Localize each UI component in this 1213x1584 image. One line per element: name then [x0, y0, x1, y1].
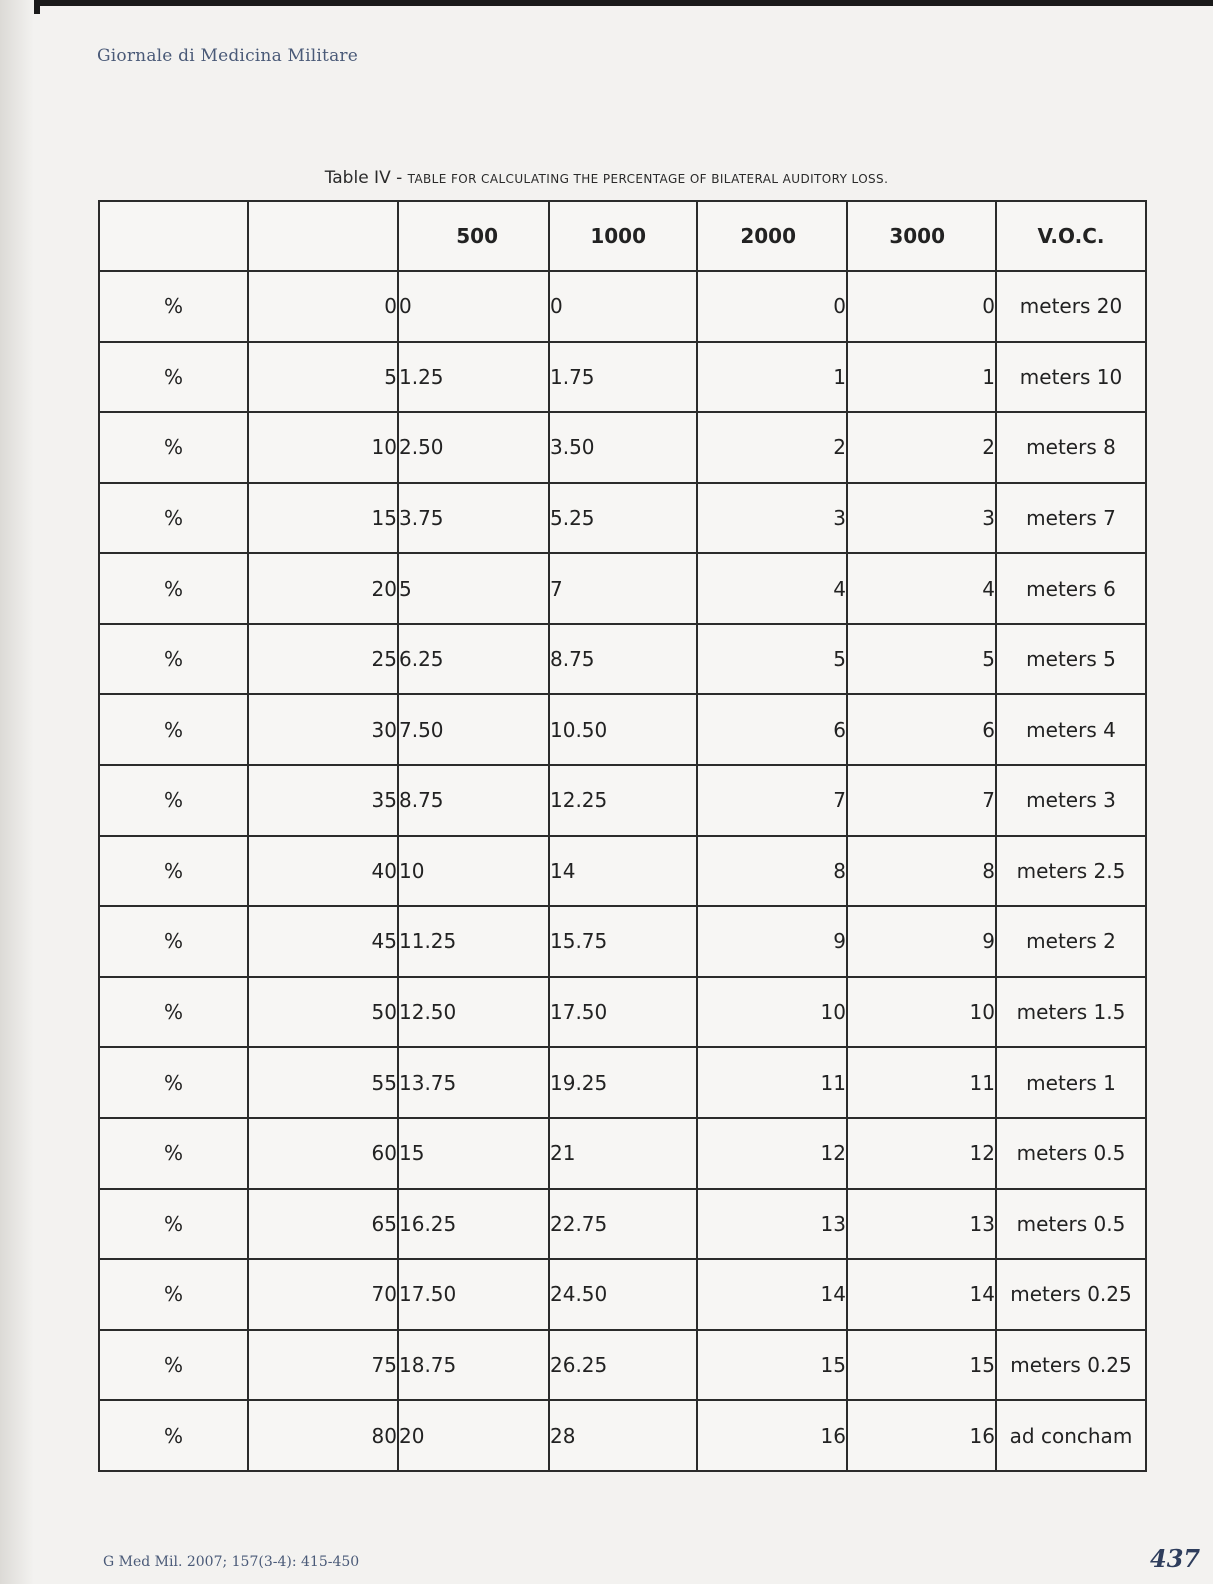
- freq-2000-cell: 7: [697, 765, 847, 836]
- header-cell-blank-2: [248, 201, 398, 271]
- freq-3000-cell: 8: [847, 836, 996, 907]
- freq-500-cell: 0: [398, 271, 549, 342]
- auditory-loss-table: [98, 200, 1147, 1472]
- table-row: [99, 765, 1146, 836]
- freq-3000-cell: 11: [847, 1047, 996, 1118]
- table-row: [99, 483, 1146, 554]
- freq-2000-cell: 11: [697, 1047, 847, 1118]
- freq-2000-cell: 8: [697, 836, 847, 907]
- freq-3000-cell: 7: [847, 765, 996, 836]
- table-row: [99, 1189, 1146, 1260]
- table-row: [99, 977, 1146, 1048]
- freq-500-cell: 16.25: [398, 1189, 549, 1260]
- voc-cell: meters 2.5: [996, 836, 1146, 907]
- loss-percent-cell: 55: [248, 1047, 398, 1118]
- table-row: [99, 836, 1146, 907]
- freq-500-cell: 1.25: [398, 342, 549, 413]
- voc-cell: meters 20: [996, 271, 1146, 342]
- voc-cell: meters 0.5: [996, 1189, 1146, 1260]
- voc-cell: meters 7: [996, 483, 1146, 554]
- percent-sign-cell: %: [99, 483, 248, 554]
- loss-percent-cell: 25: [248, 624, 398, 695]
- freq-1000-cell: 3.50: [549, 412, 697, 483]
- freq-1000-cell: 21: [549, 1118, 697, 1189]
- voc-cell: meters 1: [996, 1047, 1146, 1118]
- percent-sign-cell: %: [99, 1330, 248, 1401]
- table-row: [99, 342, 1146, 413]
- freq-3000-cell: 12: [847, 1118, 996, 1189]
- percent-sign-cell: %: [99, 694, 248, 765]
- freq-1000-cell: 1.75: [549, 342, 697, 413]
- table-row: [99, 624, 1146, 695]
- freq-2000-cell: 0: [697, 271, 847, 342]
- loss-percent-cell: 50: [248, 977, 398, 1048]
- loss-percent-cell: 30: [248, 694, 398, 765]
- voc-cell: meters 0.25: [996, 1259, 1146, 1330]
- loss-percent-cell: 5: [248, 342, 398, 413]
- freq-2000-cell: 2: [697, 412, 847, 483]
- freq-1000-cell: 28: [549, 1400, 697, 1471]
- freq-3000-cell: 5: [847, 624, 996, 695]
- journal-title: Giornale di Medicina Militare: [97, 46, 358, 66]
- header-cell-500: 500: [398, 201, 549, 271]
- freq-500-cell: 18.75: [398, 1330, 549, 1401]
- header-cell-2000: 2000: [697, 201, 847, 271]
- loss-percent-cell: 10: [248, 412, 398, 483]
- voc-cell: meters 10: [996, 342, 1146, 413]
- table-row: [99, 694, 1146, 765]
- loss-percent-cell: 35: [248, 765, 398, 836]
- voc-cell: meters 4: [996, 694, 1146, 765]
- loss-percent-cell: 40: [248, 836, 398, 907]
- voc-cell: meters 0.25: [996, 1330, 1146, 1401]
- freq-1000-cell: 5.25: [549, 483, 697, 554]
- freq-500-cell: 8.75: [398, 765, 549, 836]
- footer-citation: G Med Mil. 2007; 157(3-4): 415-450: [103, 1554, 360, 1570]
- loss-percent-cell: 60: [248, 1118, 398, 1189]
- freq-500-cell: 2.50: [398, 412, 549, 483]
- freq-500-cell: 12.50: [398, 977, 549, 1048]
- freq-500-cell: 20: [398, 1400, 549, 1471]
- freq-2000-cell: 4: [697, 553, 847, 624]
- loss-percent-cell: 15: [248, 483, 398, 554]
- freq-2000-cell: 16: [697, 1400, 847, 1471]
- page-gutter-shadow: [0, 0, 34, 1584]
- freq-3000-cell: 0: [847, 271, 996, 342]
- freq-3000-cell: 14: [847, 1259, 996, 1330]
- percent-sign-cell: %: [99, 765, 248, 836]
- percent-sign-cell: %: [99, 553, 248, 624]
- freq-1000-cell: 22.75: [549, 1189, 697, 1260]
- percent-sign-cell: %: [99, 1189, 248, 1260]
- freq-1000-cell: 19.25: [549, 1047, 697, 1118]
- loss-percent-cell: 80: [248, 1400, 398, 1471]
- freq-3000-cell: 6: [847, 694, 996, 765]
- freq-2000-cell: 5: [697, 624, 847, 695]
- freq-1000-cell: 17.50: [549, 977, 697, 1048]
- table-row: [99, 271, 1146, 342]
- freq-1000-cell: 8.75: [549, 624, 697, 695]
- header-cell-3000: 3000: [847, 201, 996, 271]
- freq-2000-cell: 14: [697, 1259, 847, 1330]
- freq-1000-cell: 15.75: [549, 906, 697, 977]
- freq-3000-cell: 9: [847, 906, 996, 977]
- freq-1000-cell: 24.50: [549, 1259, 697, 1330]
- freq-500-cell: 11.25: [398, 906, 549, 977]
- table-row: [99, 1259, 1146, 1330]
- loss-percent-cell: 75: [248, 1330, 398, 1401]
- percent-sign-cell: %: [99, 836, 248, 907]
- freq-500-cell: 6.25: [398, 624, 549, 695]
- page-number: 437: [1150, 1544, 1201, 1573]
- voc-cell: meters 1.5: [996, 977, 1146, 1048]
- loss-percent-cell: 65: [248, 1189, 398, 1260]
- freq-500-cell: 15: [398, 1118, 549, 1189]
- percent-sign-cell: %: [99, 1047, 248, 1118]
- percent-sign-cell: %: [99, 271, 248, 342]
- percent-sign-cell: %: [99, 624, 248, 695]
- loss-percent-cell: 45: [248, 906, 398, 977]
- freq-2000-cell: 15: [697, 1330, 847, 1401]
- freq-3000-cell: 15: [847, 1330, 996, 1401]
- table-row: [99, 1330, 1146, 1401]
- voc-cell: ad concham: [996, 1400, 1146, 1471]
- table-row: [99, 1118, 1146, 1189]
- voc-cell: meters 0.5: [996, 1118, 1146, 1189]
- freq-500-cell: 17.50: [398, 1259, 549, 1330]
- freq-2000-cell: 3: [697, 483, 847, 554]
- table-body: [99, 271, 1146, 1471]
- freq-500-cell: 7.50: [398, 694, 549, 765]
- voc-cell: meters 5: [996, 624, 1146, 695]
- freq-1000-cell: 0: [549, 271, 697, 342]
- freq-2000-cell: 10: [697, 977, 847, 1048]
- percent-sign-cell: %: [99, 1400, 248, 1471]
- freq-2000-cell: 9: [697, 906, 847, 977]
- freq-3000-cell: 4: [847, 553, 996, 624]
- freq-3000-cell: 2: [847, 412, 996, 483]
- freq-500-cell: 5: [398, 553, 549, 624]
- table-row: [99, 1047, 1146, 1118]
- table-caption-text: TABLE FOR CALCULATING THE PERCENTAGE OF BILATERAL AUDITORY LOSS.: [407, 172, 889, 186]
- voc-cell: meters 2: [996, 906, 1146, 977]
- freq-1000-cell: 10.50: [549, 694, 697, 765]
- freq-3000-cell: 3: [847, 483, 996, 554]
- voc-cell: meters 3: [996, 765, 1146, 836]
- freq-500-cell: 10: [398, 836, 549, 907]
- loss-percent-cell: 0: [248, 271, 398, 342]
- freq-2000-cell: 13: [697, 1189, 847, 1260]
- freq-500-cell: 13.75: [398, 1047, 549, 1118]
- header-cell-voc: V.O.C.: [996, 201, 1146, 271]
- header-cell-blank-1: [99, 201, 248, 271]
- table-row: [99, 412, 1146, 483]
- freq-500-cell: 3.75: [398, 483, 549, 554]
- voc-cell: meters 6: [996, 553, 1146, 624]
- freq-2000-cell: 1: [697, 342, 847, 413]
- percent-sign-cell: %: [99, 342, 248, 413]
- table-row: [99, 553, 1146, 624]
- freq-3000-cell: 16: [847, 1400, 996, 1471]
- header-cell-1000: 1000: [549, 201, 697, 271]
- loss-percent-cell: 20: [248, 553, 398, 624]
- freq-1000-cell: 14: [549, 836, 697, 907]
- loss-percent-cell: 70: [248, 1259, 398, 1330]
- percent-sign-cell: %: [99, 1118, 248, 1189]
- freq-2000-cell: 6: [697, 694, 847, 765]
- freq-3000-cell: 10: [847, 977, 996, 1048]
- table-row: [99, 906, 1146, 977]
- table-caption: [0, 168, 1213, 188]
- freq-1000-cell: 26.25: [549, 1330, 697, 1401]
- scan-edge-bar: [0, 0, 1213, 6]
- freq-3000-cell: 1: [847, 342, 996, 413]
- table-caption-label: Table IV -: [324, 168, 408, 188]
- freq-1000-cell: 12.25: [549, 765, 697, 836]
- percent-sign-cell: %: [99, 1259, 248, 1330]
- percent-sign-cell: %: [99, 977, 248, 1048]
- percent-sign-cell: %: [99, 412, 248, 483]
- percent-sign-cell: %: [99, 906, 248, 977]
- table-row: [99, 1400, 1146, 1471]
- freq-1000-cell: 7: [549, 553, 697, 624]
- table-header-row: [99, 201, 1146, 271]
- freq-2000-cell: 12: [697, 1118, 847, 1189]
- freq-3000-cell: 13: [847, 1189, 996, 1260]
- voc-cell: meters 8: [996, 412, 1146, 483]
